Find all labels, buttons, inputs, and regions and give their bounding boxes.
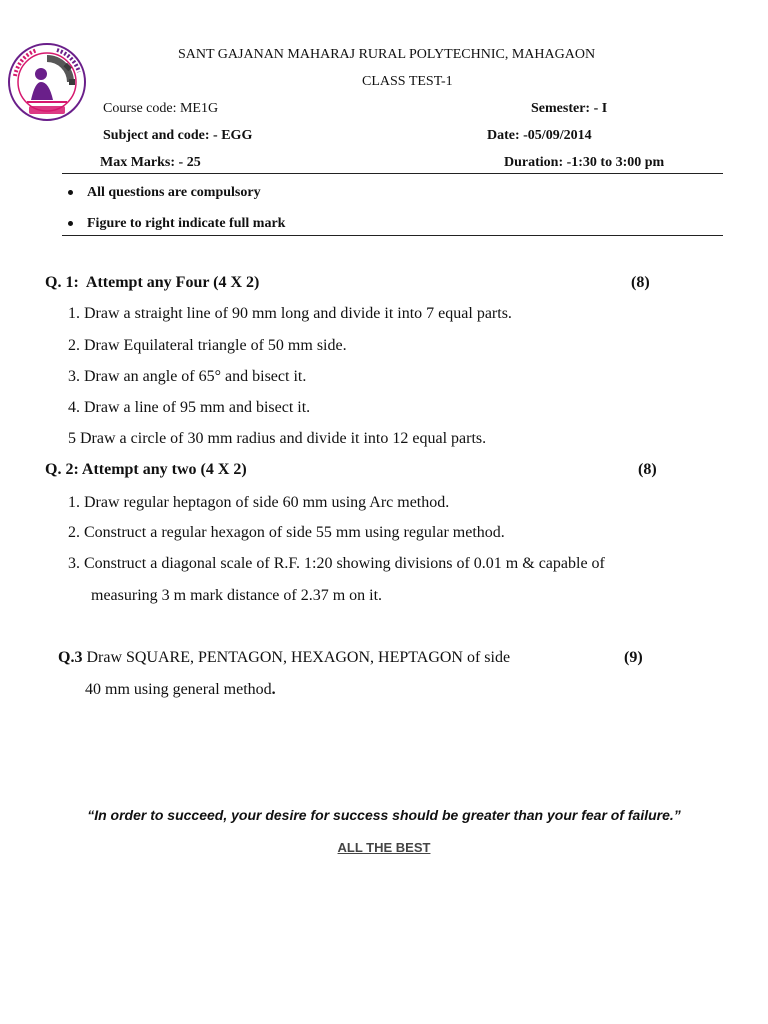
q1-item: 3. Draw an angle of 65° and bisect it.	[68, 368, 307, 385]
semester: Semester: - I	[531, 101, 608, 116]
motivational-quote: “In order to succeed, your desire for success should be greater than your fear of failure.”	[87, 807, 681, 823]
institution-name: SANT GAJANAN MAHARAJ RURAL POLYTECHNIC, MAHAGAON	[178, 47, 596, 62]
instruction-item: Figure to right indicate full mark	[68, 216, 285, 232]
q2-heading: Q. 2: Attempt any two (4 X 2)	[45, 461, 247, 478]
header-divider	[62, 173, 723, 174]
q1-marks: (8)	[631, 274, 650, 291]
q1-item: 1. Draw a straight line of 90 mm long and divide it into 7 equal parts.	[68, 305, 512, 322]
max-marks: Max Marks: - 25	[100, 155, 201, 170]
institution-logo	[7, 42, 87, 124]
q2-item: 1. Draw regular heptagon of side 60 mm using Arc method.	[68, 494, 450, 511]
q1-item: 5 Draw a circle of 30 mm radius and divide it into 12 equal parts.	[68, 430, 487, 447]
q2-marks: (8)	[638, 461, 657, 478]
q2-item: 2. Construct a regular hexagon of side 55 mm using regular method.	[68, 524, 505, 541]
q3-heading: Q.3 Draw SQUARE, PENTAGON, HEXAGON, HEPTAGON of side	[58, 649, 511, 666]
test-date: Date: -05/09/2014	[487, 128, 592, 143]
q1-heading: Q. 1: Attempt any Four (4 X 2)	[45, 274, 260, 291]
q3-continuation: 40 mm using general method.	[85, 681, 276, 698]
q3-marks: (9)	[624, 649, 643, 666]
q1-item: 2. Draw Equilateral triangle of 50 mm side.	[68, 337, 347, 354]
instructions-divider	[62, 235, 723, 236]
duration: Duration: -1:30 to 3:00 pm	[504, 155, 665, 170]
course-code: Course code: ME1G	[103, 101, 219, 116]
q1-item: 4. Draw a line of 95 mm and bisect it.	[68, 399, 311, 416]
q2-item-continuation: measuring 3 m mark distance of 2.37 m on it.	[91, 587, 383, 604]
q2-item: 3. Construct a diagonal scale of R.F. 1:20 showing divisions of 0.01 m & capable of	[68, 555, 605, 572]
closing-note: ALL THE BEST	[337, 840, 431, 855]
instruction-item: All questions are compulsory	[68, 185, 261, 201]
subject-code: Subject and code: - EGG	[103, 128, 253, 143]
test-title: CLASS TEST-1	[362, 74, 453, 89]
